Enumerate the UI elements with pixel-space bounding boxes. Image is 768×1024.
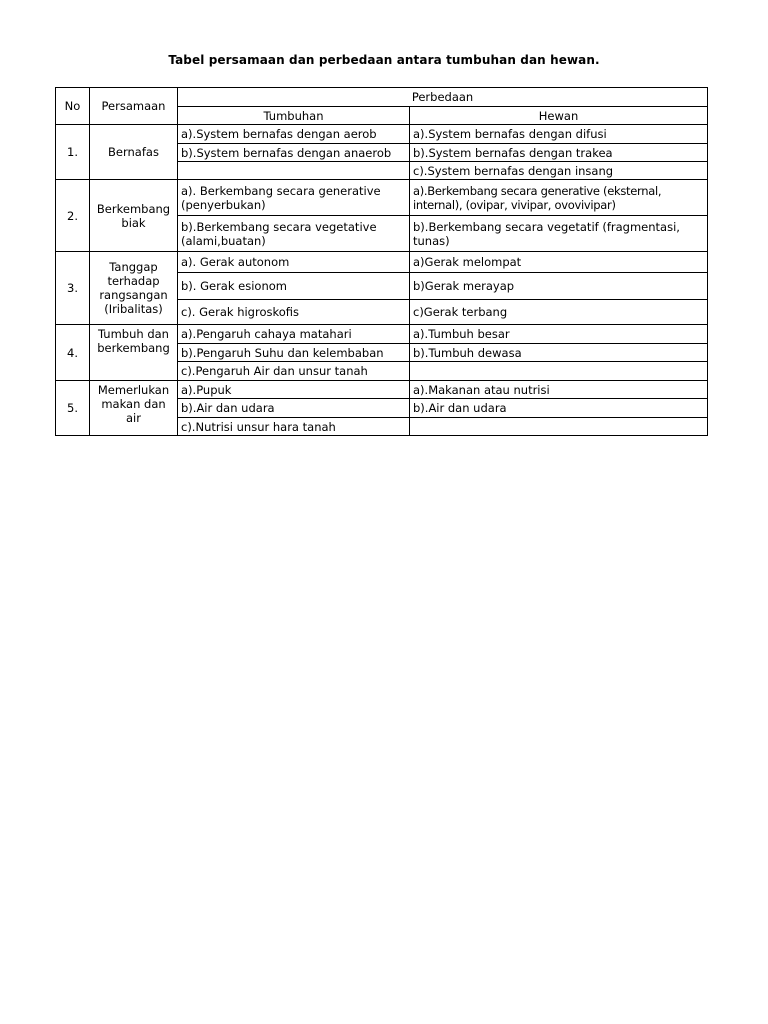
hewan-cell: a)Gerak melompat: [410, 252, 708, 273]
hewan-cell: [410, 362, 708, 381]
tumbuhan-cell: c).Pengaruh Air dan unsur tanah: [178, 362, 410, 381]
persamaan-cell: Bernafas: [90, 125, 178, 180]
persamaan-cell: Berkembang biak: [90, 180, 178, 252]
tumbuhan-cell: a).System bernafas dengan aerob: [178, 125, 410, 144]
tumbuhan-cell: b).System bernafas dengan anaerob: [178, 144, 410, 162]
tumbuhan-cell: c). Gerak higroskofis: [178, 300, 410, 325]
hewan-cell: c).System bernafas dengan insang: [410, 162, 708, 180]
hewan-cell: b).System bernafas dengan trakea: [410, 144, 708, 162]
hewan-cell: a).Berkembang secara generative (eksternal, internal), (ovipar, vivipar, ovovivipar): [410, 180, 708, 216]
header-tumbuhan: Tumbuhan: [178, 107, 410, 125]
header-perbedaan: Perbedaan: [178, 88, 708, 107]
tumbuhan-cell: a).Pengaruh cahaya matahari: [178, 325, 410, 344]
hewan-cell: a).System bernafas dengan difusi: [410, 125, 708, 144]
persamaan-cell: Tumbuh dan berkembang: [90, 325, 178, 381]
row-number: 3.: [56, 252, 90, 325]
header-hewan: Hewan: [410, 107, 708, 125]
table-row: [56, 125, 708, 144]
hewan-cell: b)Gerak merayap: [410, 273, 708, 300]
comparison-table: [55, 87, 708, 436]
persamaan-cell: Tanggap terhadap rangsangan (Iribalitas): [90, 252, 178, 325]
hewan-cell: b).Berkembang secara vegetatif (fragmentasi, tunas): [410, 216, 708, 252]
hewan-cell: a).Makanan atau nutrisi: [410, 381, 708, 399]
tumbuhan-cell: a). Berkembang secara generative (penyerbukan): [178, 180, 410, 216]
hewan-cell: c)Gerak terbang: [410, 300, 708, 325]
header-no: No: [56, 88, 90, 125]
hewan-cell: a).Tumbuh besar: [410, 325, 708, 344]
tumbuhan-cell: b).Berkembang secara vegetative (alami,buatan): [178, 216, 410, 252]
header-persamaan: Persamaan: [90, 88, 178, 125]
tumbuhan-cell: a). Gerak autonom: [178, 252, 410, 273]
table-row: [56, 381, 708, 399]
row-number: 1.: [56, 125, 90, 180]
hewan-cell: b).Tumbuh dewasa: [410, 344, 708, 362]
row-number: 5.: [56, 381, 90, 436]
page-title: Tabel persamaan dan perbedaan antara tumbuhan dan hewan.: [168, 53, 600, 67]
tumbuhan-cell: a).Pupuk: [178, 381, 410, 399]
table-row: [56, 252, 708, 273]
hewan-cell: b).Air dan udara: [410, 399, 708, 418]
table-row: [56, 325, 708, 344]
table-row: [56, 180, 708, 216]
tumbuhan-cell: b).Air dan udara: [178, 399, 410, 418]
row-number: 2.: [56, 180, 90, 252]
tumbuhan-cell: b).Pengaruh Suhu dan kelembaban: [178, 344, 410, 362]
hewan-cell: [410, 418, 708, 436]
persamaan-cell: Memerlukan makan dan air: [90, 381, 178, 436]
tumbuhan-cell: c).Nutrisi unsur hara tanah: [178, 418, 410, 436]
tumbuhan-cell: b). Gerak esionom: [178, 273, 410, 300]
tumbuhan-cell: [178, 162, 410, 180]
row-number: 4.: [56, 325, 90, 381]
